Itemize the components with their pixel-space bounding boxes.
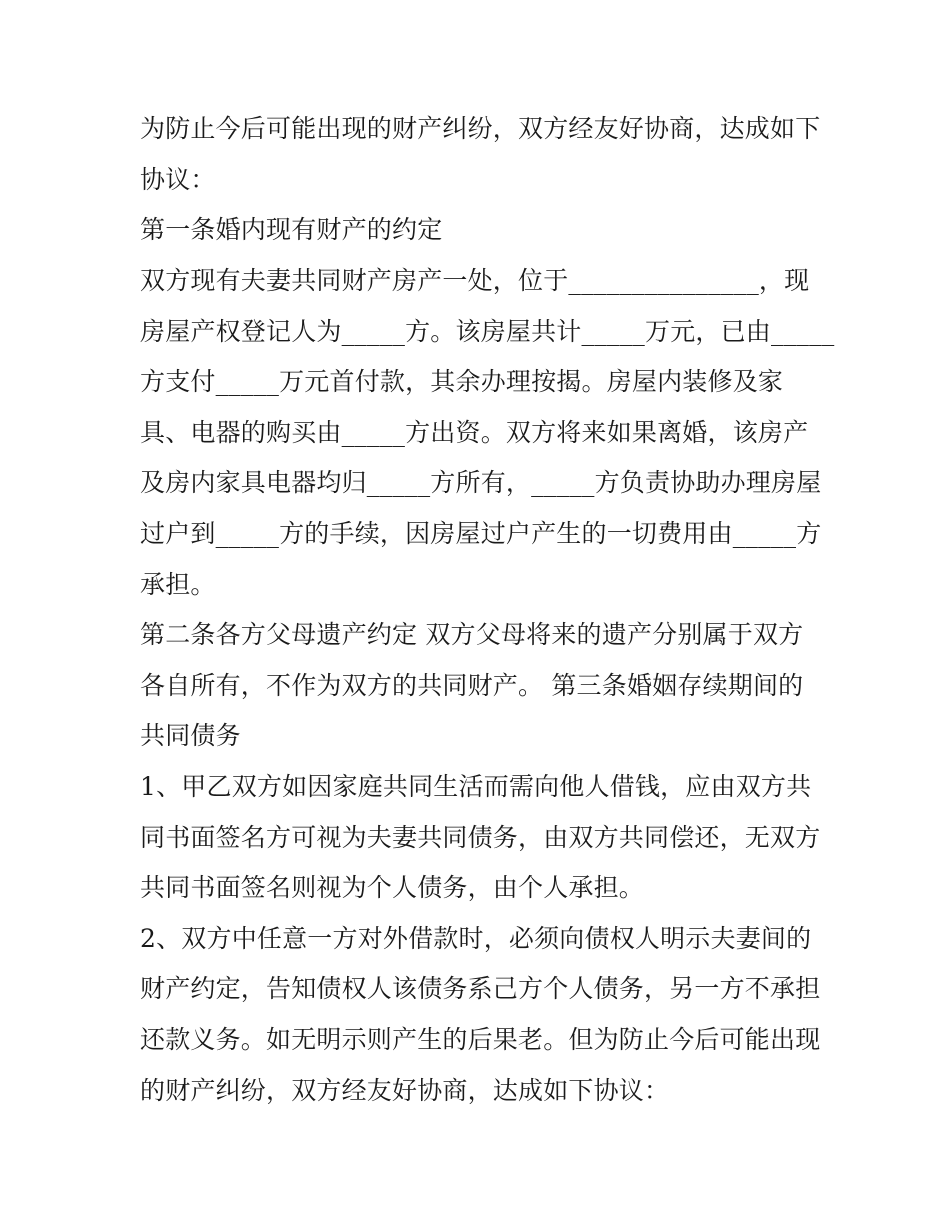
text-line: 1、甲乙双方如因家庭共同生活而需向他人借钱，应由双方共 bbox=[140, 772, 812, 801]
text-line: 同书面签名方可视为夫妻共同债务，由双方共同偿还，无双方 bbox=[140, 823, 821, 852]
text-line: 2、双方中任意一方对外借款时，必须向债权人明示夫妻间的 bbox=[140, 924, 812, 953]
text-line: 还款义务。如无明示则产生的后果老。但为防止今后可能出现 bbox=[140, 1025, 821, 1054]
text-line: 承担。 bbox=[140, 570, 216, 599]
text-line: 的财产纠纷，双方经友好协商，达成如下协议： bbox=[140, 1076, 670, 1105]
text-line: 共同债务 bbox=[140, 721, 241, 750]
text-line: 财产约定，告知债权人该债务系己方个人债务，另一方不承担 bbox=[140, 974, 821, 1003]
text-line: 过户到_____方的手续，因房屋过户产生的一切费用由_____方 bbox=[140, 519, 822, 548]
text-line: 各自所有，不作为双方的共同财产。 第三条婚姻存续期间的 bbox=[140, 671, 804, 700]
text-line: 方支付_____万元首付款，其余办理按揭。房屋内装修及家 bbox=[140, 367, 784, 396]
section-heading: 第一条婚内现有财产的约定 bbox=[140, 215, 443, 244]
text-line: 第二条各方父母遗产约定 双方父母将来的遗产分别属于双方 bbox=[140, 620, 804, 649]
text-line: 协议： bbox=[140, 165, 216, 194]
text-line: 为防止今后可能出现的财产纠纷，双方经友好协商，达成如下 bbox=[140, 114, 821, 143]
text-line: 房屋产权登记人为_____方。该房屋共计_____万元，已由_____ bbox=[140, 317, 835, 346]
text-line: 具、电器的购买由_____方出资。双方将来如果离婚，该房产 bbox=[140, 418, 809, 447]
text-line: 及房内家具电器均归_____方所有，_____方负责协助办理房屋 bbox=[140, 468, 822, 497]
text-line: 双方现有夫妻共同财产房产一处，位于_______________，现 bbox=[140, 266, 810, 295]
text-line: 共同书面签名则视为个人债务，由个人承担。 bbox=[140, 873, 645, 902]
